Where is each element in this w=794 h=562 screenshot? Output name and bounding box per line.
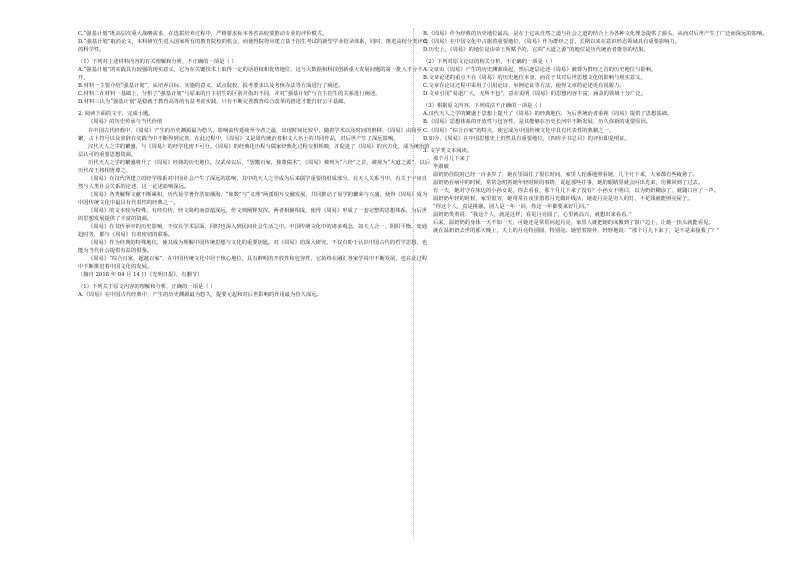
left-paragraph: 历代天人之学的繁盛将升了《周易》经典的历史地位。汉武帝以后，“罢黜百家，独尊儒术”，《周易》被列为“六经”之首，被视为“大道之源”，以后历代帝王将相皆尊之。 <box>78 159 431 174</box>
right-paragraph: 有一天，她对守在床边的小孙女说，你去看看，那个月儿下来了没有？小孙女不明白，以为奶奶糊涂了，就随口应了一声。 <box>433 187 720 194</box>
left-paragraph: 《周易》在其传承中的历史影响，不仅在学术层面，同时也深入到民间社会生活之中。中国传统文化中的诸多观念，如天人合一、阴阳平衡、变通趋时等，都与《周易》有着密切的联系。 <box>78 224 428 239</box>
left-paragraph: 《周易》的文本较为特殊，有经有传，经文简约而意蕴深远，传文则阐释发挥。两者相辅相成，使得《周易》形成了一套完整的思想体系，为后世的思想发展提供了丰富的资源。 <box>78 207 428 223</box>
right-paragraph: D.文章引用“易道广大，无所不包”，意在说明《周易》的思想内容丰富，涵盖的领域十分广泛。 <box>423 91 647 98</box>
right-paragraph: 温奶奶住院时已经一百多岁了，她在里面住了很长时间，家里人轮番地照看她，几个月下来，大家都有些疲惫了。 <box>433 171 698 178</box>
left-paragraph: D.“强基计划”取消论文，本科研究生进入国家所有的教育院校的机会，而使得院得应建立基于招生考试的新型学业招录体系，同时，推进高校分类评价的科学性。 <box>78 39 429 54</box>
left-paragraph: B.材料一主要介绍“强基计划”，从培养目标、实施的意义、试点院校、报考要求以及考核办法等方面进行了阐述。 <box>78 83 344 90</box>
right-paragraph: B.《周易》作为经典的历史地位最高，是在于它从自然之道与社会之道的结合上为各种文化理念提供了源头，从而对后世产生了广泛而深远的影响。 <box>423 31 768 37</box>
right-paragraph: 温奶奶在病中的时候，常常念叨着她年轻时候的事情，说起那些往事，她的眼睛里就会闪出光来，仿佛回到了过去。 <box>433 179 704 186</box>
left-column <box>78 30 430 300</box>
column-divider <box>413 28 414 538</box>
left-paragraph: 汉代天人之学的繁盛，与《周易》的经学化密不可分。《周易》的经典化历程与儒家经典化过程交相辉映，并促进了《周易》的官方化，成为统治阶层认可的重要思想资源。 <box>78 143 430 158</box>
left-paragraph: C.材料二在材料一基础上，分析了“强基计划”与原来的自主招生的区别并指出不同，并对“强基计划”与自主招生的关系进行阐述。 <box>78 91 381 98</box>
right-paragraph: 毕淑敏 <box>433 163 449 170</box>
left-paragraph: 2. 阅读下面的文字，完成小题。 <box>78 111 154 118</box>
right-paragraph: B.《周易》思想体系的开放性与包容性，是其能够在历史长河中不断发展、历久弥新的重要原因。 <box>423 119 652 126</box>
right-paragraph: 那个月儿下来了 <box>433 155 471 162</box>
right-paragraph: 温奶奶年轻的时候，家里很穷，她常常在夜里借着月光做针线活，她说月亮是穷人的灯，不花钱就能照亮屋子。 <box>433 195 693 202</box>
left-paragraph: （摘自 2018 年 04 月 14 日《光明日报》，有删节） <box>78 272 203 279</box>
right-paragraph: C.文章在论证过程中采用了引用论证、举例论证等方法，使得文章的论述更有说服力。 <box>423 83 625 90</box>
right-paragraph: A.汉代天人之学的繁盛于思想上提升了《周易》的经典地位，为后世统治者重视《周易》提供了思想基础。 <box>423 111 673 118</box>
right-paragraph: 温奶奶笑着说：“我这个人，就是这样，看见月亮圆了，心里就高兴，就想出来看看。” <box>433 211 632 218</box>
right-paragraph: “你这个人，真是挑剔。别人是一年一回，你这一年都要来好几回。” <box>433 203 590 210</box>
right-paragraph: 后来，温奶奶的身体一天不如一天，可她还是常常问起月亮，家里人就把她的床搬到了窗户边上，让她一抬头就能看见。 <box>433 220 714 227</box>
left-paragraph: 在中国古代经典中，《周易》产生的历史渊源最为悠久，影响流传延续至今者之最，出现时间比较早，随着学术以及时间的推移，《周易》由简至繁，占卜符号以及筮辞在实践当中不断得到完善。在此过程中，《周易》又是周代统治者和文人名士的共同作品，对后世产生了深远影响。 <box>78 127 422 142</box>
left-paragraph: （1）下列对上述材料内容的有关理解和分析，不正确的一项是（ ） <box>78 59 237 66</box>
right-paragraph: （3）根据原文内容，下列说法不正确的一项是（ ） <box>423 103 545 110</box>
right-paragraph: （2）下列对原文论证的相关分析，不正确的一项是（ ） <box>423 59 556 66</box>
left-paragraph: 《周易》作为经典的特殊地位，使其成为理解中国传统思想与文化的重要钥匙。对《周易》的深入研究，不仅有助于认识中国古代的哲学思想，也能为当代社会提供有益的借鉴。 <box>78 240 428 255</box>
right-paragraph: 就在温奶奶去世的那天晚上，天上的月亮特别圆，特别亮。她望着窗外，轻轻地说：“那个月儿下来了，是不是来接我了？” <box>433 228 720 235</box>
right-paragraph: B.文章论述的重点不在《周易》的历史地位本身，而在于其对后世思想文化的影响与现实意义。 <box>423 75 646 82</box>
right-paragraph: D.历史上，《周易》的地位是由帝王所赋予的，它的“大道之源”的地位是历代统治者推崇的结果。 <box>423 47 649 54</box>
right-paragraph: A.文章由《周易》产生的历史渊源谈起，然后逐层论述《周易》被尊为群经之首的历史地位与影响。 <box>423 67 657 74</box>
left-paragraph: C.“强基计划”既高层次重大战略需求，在选拔培养过程中，严格要求标本各省高校要推动专业的评价模式。 <box>78 31 328 37</box>
right-paragraph: 3. 文学类文本阅读。 <box>423 147 473 154</box>
left-paragraph: 《周易》在汉代所建立的经学体系对中国社会产生了深远的影响，其中的天人之学成为后来儒学重要的组成部分。在天人关系当中，有关于宇宙自然与人类社会关系的论述，这一论述影响深远。 <box>78 175 428 190</box>
right-paragraph: C.《周易》“综合百家”的特点，使它成为中国传统文化中具有代表性的典籍之一。 <box>423 127 615 134</box>
left-paragraph: A.《周易》在中国古代经典中，产生的历史渊源最为悠久，提要元起和对后世影响的作用最为持久深远。 <box>78 292 322 299</box>
right-column <box>423 30 775 235</box>
left-paragraph: D.材料三认为“强基计划”是稳就于教育高等的有益考虑实践，只有不断完善教育综合改革的推进才能打好公平基础。 <box>78 99 349 106</box>
right-paragraph: D.如今，《周易》在中国思想史上仍然具有重要地位，《四库全书总目》的评价即是明证。 <box>423 135 631 142</box>
left-paragraph: 《周易》的历史传承与当代价值 <box>88 119 163 126</box>
right-paragraph: C.《周易》在中国文化中占据着重要地位，《周易》作为群经之首，长期以来在意识形态领域具有重要影响力。 <box>423 39 681 46</box>
left-paragraph: （1）下列关于原文内容的理解和分析，正确的一项是（ ） <box>78 284 216 291</box>
left-paragraph: A.“强基计划”的实践具有较强的现实意义，它为在关键技术上取得一定的话语权和优势地位，这与大数据和科技创新重大发展问题的第一批人才分不开。 <box>78 67 423 82</box>
left-paragraph: 《周易》“综合百家，超越百家”，在中国传统文化中居于核心地位，具有鲜明的开放性和包容性，它始终在融汇各家学说中不断发展，也在此过程中不断推进着中国文化的发展。 <box>78 256 428 271</box>
left-paragraph: 《周易》各类解释文献不断累积，历代易学著作浩如烟海，“象数”与“义理”两派相互交融发展，共同推动了易学的繁荣与兴盛，使得《周易》成为中国传统文化中最具有代表性的经典之一。 <box>78 191 428 206</box>
